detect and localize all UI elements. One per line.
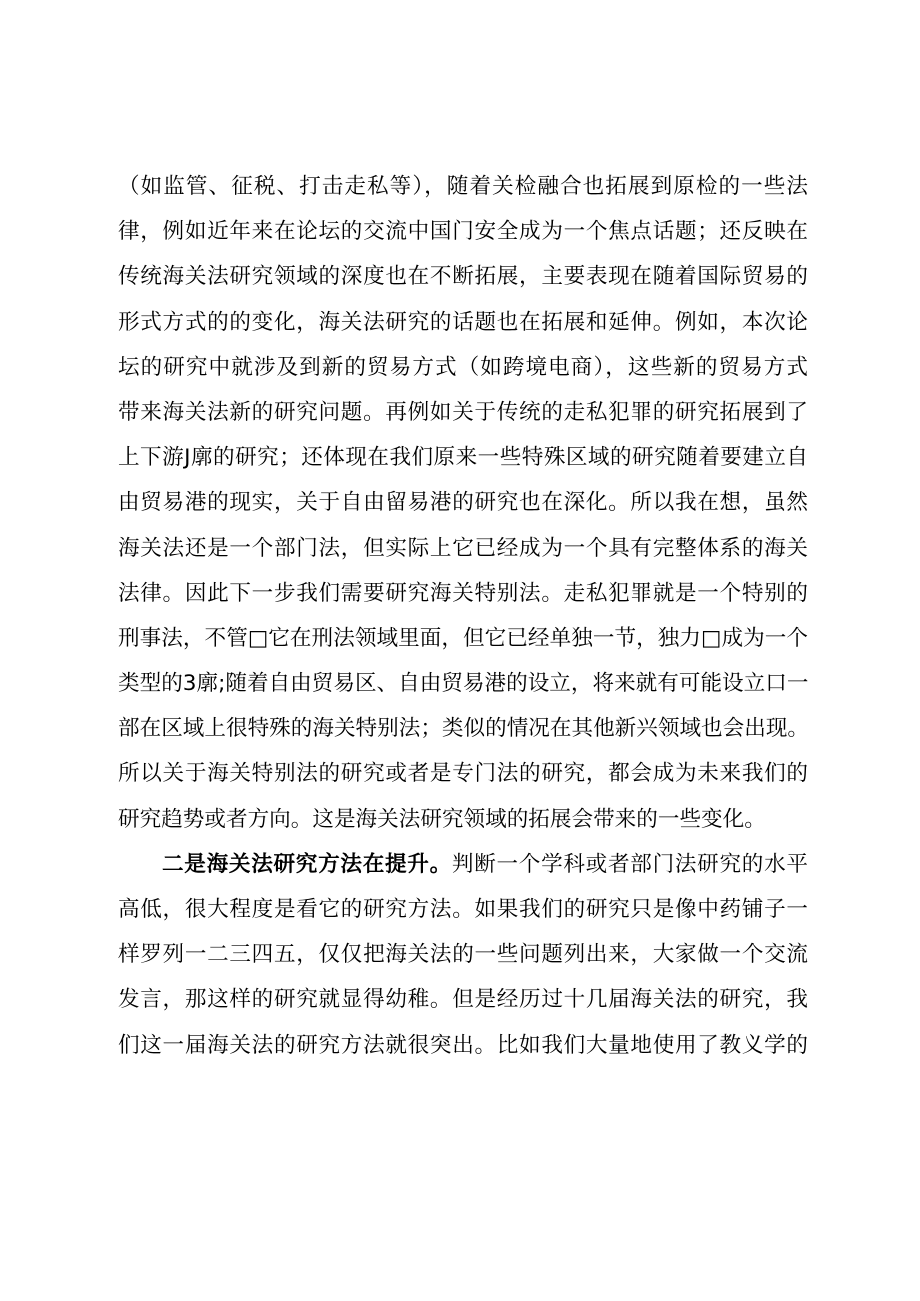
paragraph-line: 律，例如近年来在论坛的交流中国门安全成为一个焦点话题；还反映在 [118,219,808,245]
paragraph-first-line-text: 判断一个学科或者部门法研究的水平 [451,851,808,877]
paragraph-line: 法律。因此下一步我们需要研究海关特别法。走私犯罪就是一个特别的 [118,580,808,606]
paragraph-line: 类型的3廓;随着自由贸易区、自由贸易港的设立，将来就有可能设立口一 [118,671,809,697]
paragraph-line: 形式方式的的变化，海关法研究的话题也在拓展和延伸。例如，本次论 [118,309,808,335]
section-lead-heading: 二是海关法研究方法在提升。 [162,851,452,877]
paragraph-line: 上下游J廓的研究；还体现在我们原来一些特殊区域的研究随着要建立自 [118,445,808,471]
paragraph-line: 带来海关法新的研究问题。再例如关于传统的走私犯罪的研究拓展到了 [118,399,808,425]
paragraph-line: 由贸易港的现实，关于自由留易港的研究也在深化。所以我在想，虽然 [118,490,808,516]
paragraph-line: 高低，很大程度是看它的研究方法。如果我们的研究只是像中药铺子一 [118,897,808,922]
paragraph-line: 样罗列一二三四五，仅仅把海关法的一些问题列出来，大家做一个交流 [118,942,808,968]
paragraph-line-last: 研究趋势或者方向。这是海关法研究领域的拓展会带来的一些变化。 [118,806,766,832]
paragraph-line: 们这一届海关法的研究方法就很突出。比如我们大量地使用了教义学的 [118,1032,808,1058]
paragraph-first-line [118,842,808,887]
paragraph-line: 坛的研究中就涉及到新的贸易方式（如跨境电商），这些新的贸易方式 [118,354,808,380]
paragraph-2 [118,842,808,1068]
paragraph-line: 发言，那这样的研究就显得幼稚。但是经历过十几届海关法的研究，我 [118,987,808,1013]
paragraph-1 [118,164,808,842]
paragraph-line: 刑事法，不管□它在刑法领域里面，但它已经单独一节，独力□成为一个 [118,625,808,651]
paragraph-line: 部在区域上很特殊的海关特别法；类似的情况在其他新兴领域也会出现。 [118,716,810,742]
document-body [118,164,808,1068]
paragraph-line: 所以关于海关特别法的研究或者是专门法的研究，都会成为未来我们的 [118,761,808,787]
paragraph-line: （如监管、征税、打击走私等），随着关检融合也拓展到原检的一些法 [118,174,808,199]
paragraph-line: 海关法还是一个部门法，但实际上它已经成为一个具有完整体系的海关 [118,535,808,561]
paragraph-line: 传统海关法研究领域的深度也在不断拓展，主要表现在随着国际贸易的 [118,264,808,290]
